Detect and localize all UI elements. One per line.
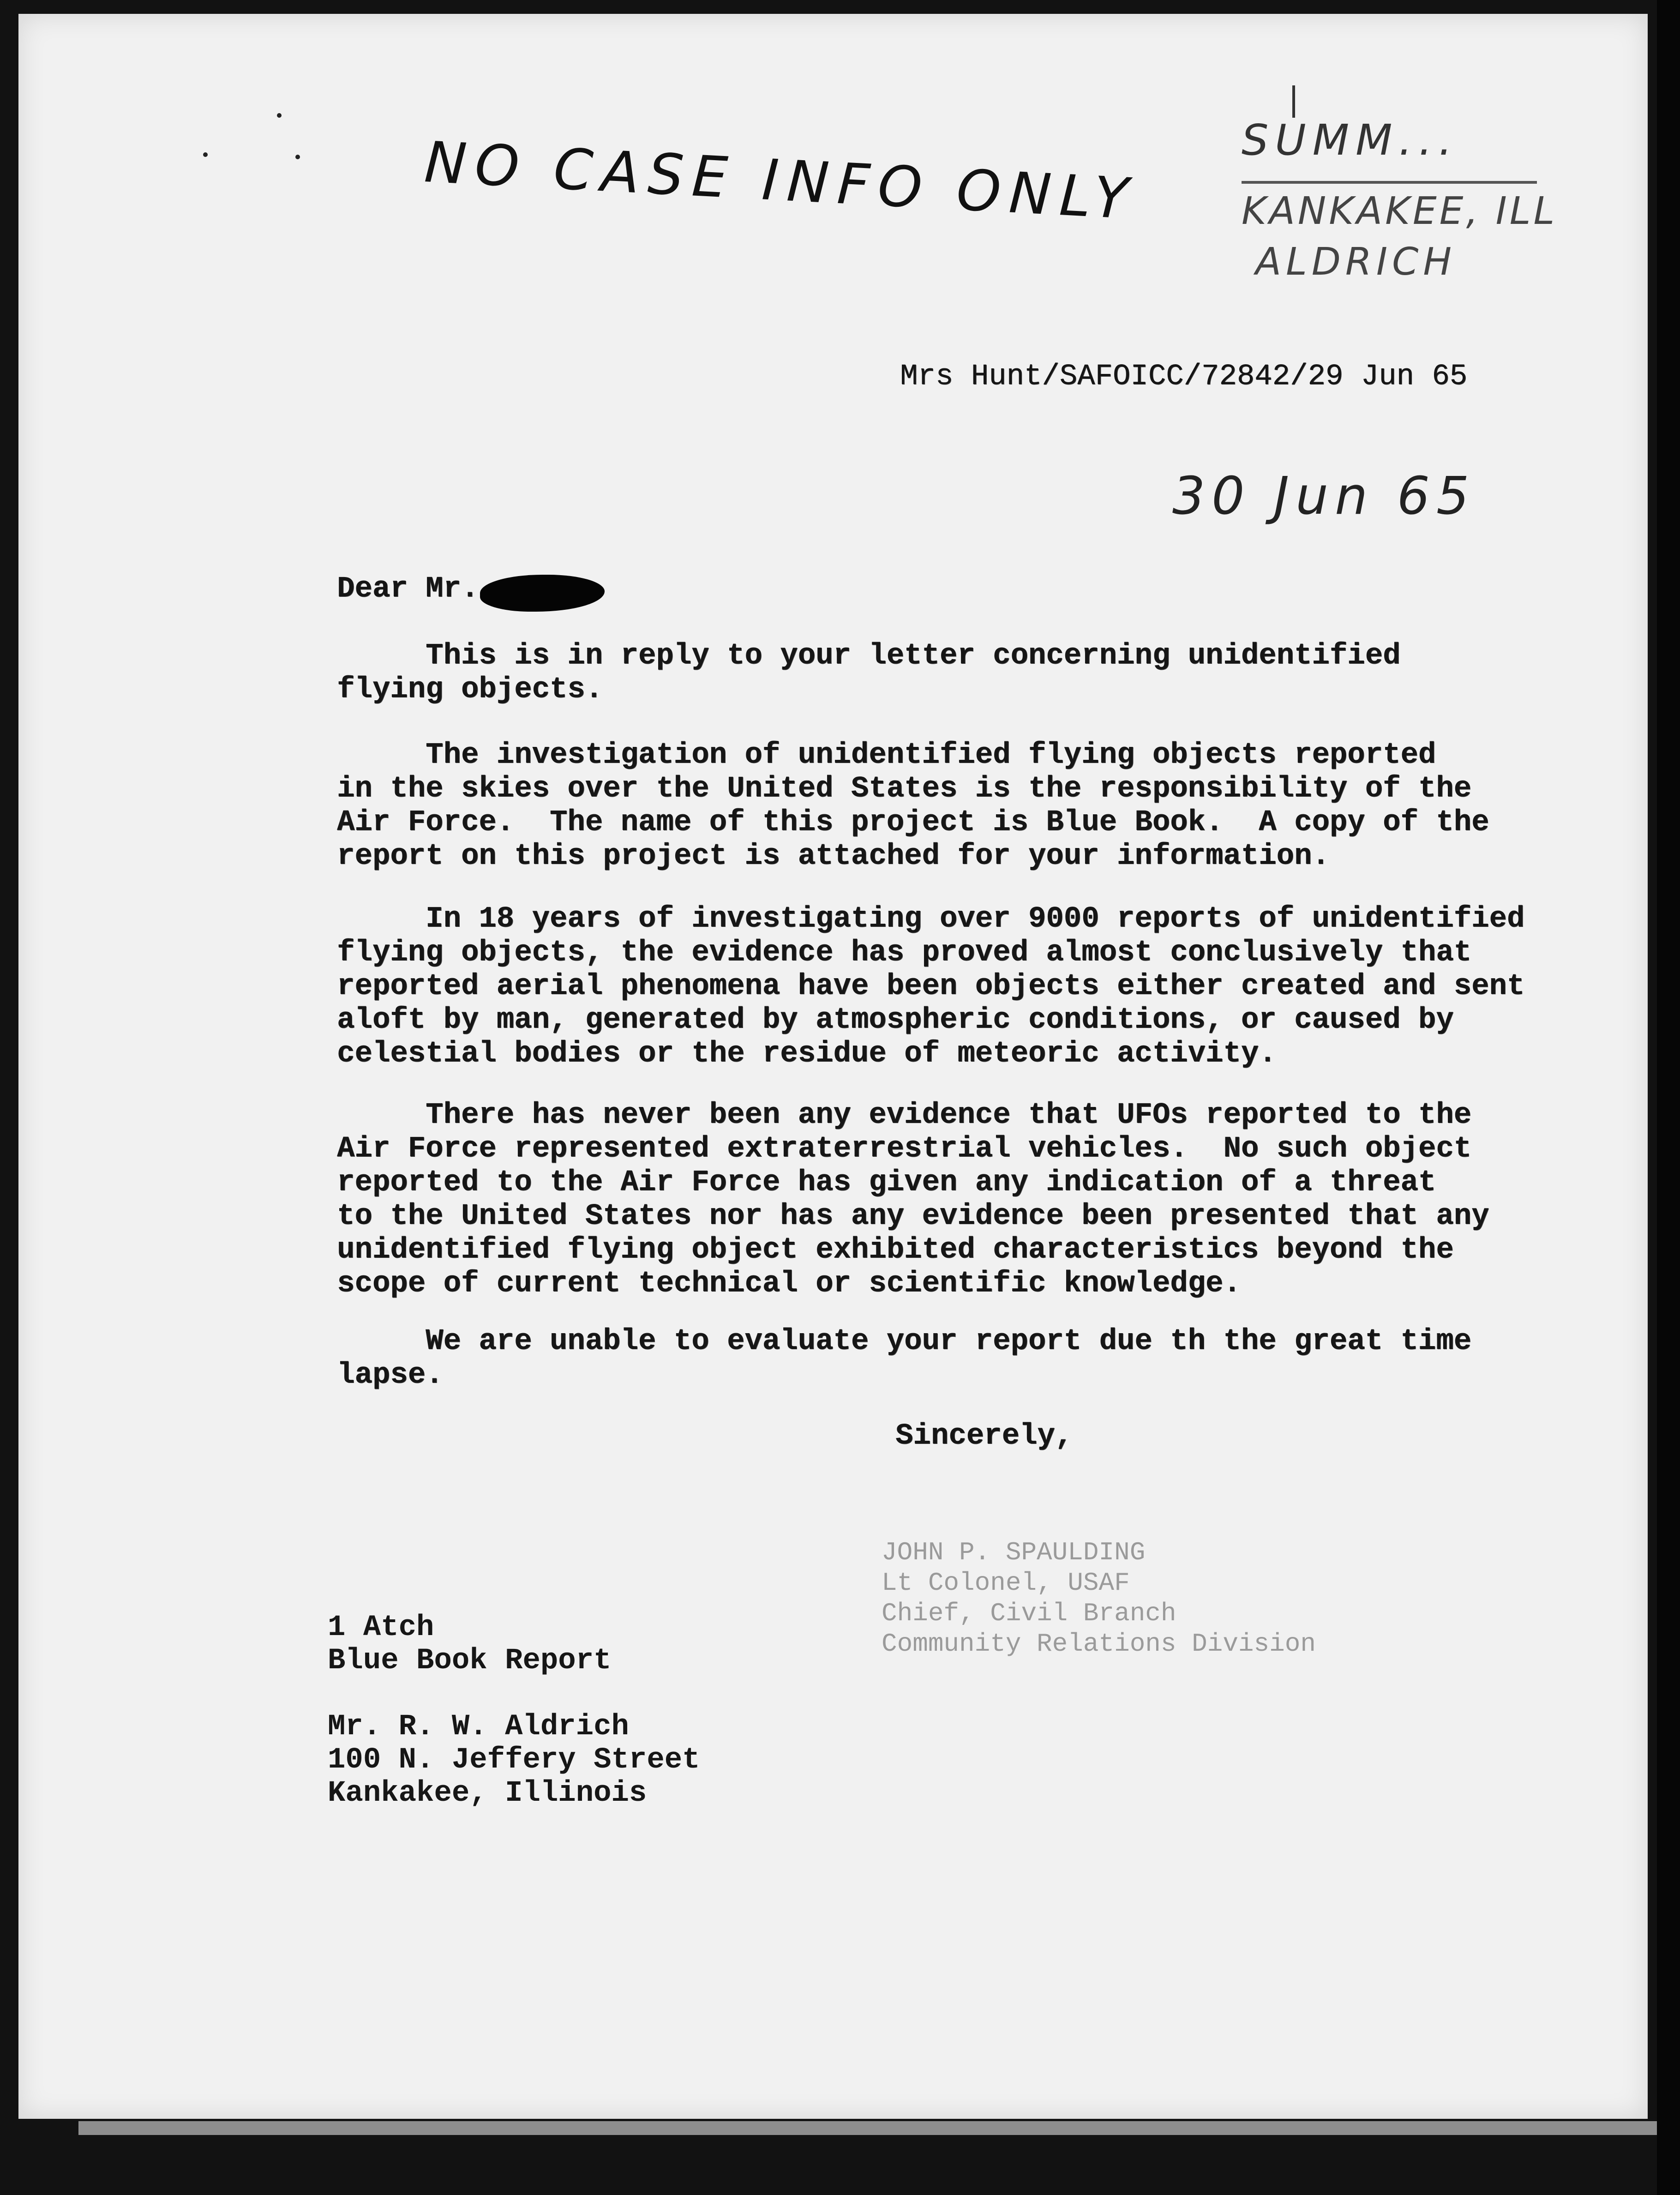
letter-paragraph: There has never been any evidence that UFOs reported to the Air Force represented extraterrestrial vehicles. No such object reported to the Air Force has given any indication of a threat to the United States nor has any evidence been presented that any unidentified flying object exhibited characteristics beyond the scope of current technical or scientific knowledge.: [337, 1099, 1489, 1300]
attachment-item: Blue Book Report: [328, 1644, 612, 1678]
reference-line: Mrs Hunt/SAFOICC/72842/29 Jun 65: [900, 360, 1467, 393]
signature-block: JOHN P. SPAULDING Lt Colonel, USAF Chief, Civil Branch Community Relations Division: [882, 1538, 1316, 1659]
salutation: Dear Mr.: [337, 572, 479, 606]
letter-paragraph: We are unable to evaluate your report due th the great time lapse.: [337, 1325, 1471, 1392]
handwritten-tick: [1292, 85, 1295, 118]
handwritten-note: NO CASE INFO ONLY: [423, 129, 1138, 232]
closing: Sincerely,: [895, 1419, 1073, 1453]
attachment-count: 1 Atch: [328, 1611, 434, 1644]
speck-mark: [277, 113, 282, 118]
scan-bottom-edge: [78, 2121, 1680, 2135]
address-city: Kankakee, Illinois: [328, 1777, 647, 1810]
speck-mark: [295, 155, 300, 159]
handwritten-date: 30 Jun 65: [1172, 466, 1476, 526]
attachment-block: [328, 1611, 612, 1678]
letter-paragraph: This is in reply to your letter concerning unidentified flying objects.: [337, 639, 1401, 706]
handwritten-underline: [1242, 181, 1537, 184]
letter-paragraph: In 18 years of investigating over 9000 reports of unidentified flying objects, the evidence has proved almost conclusively that reported aerial phenomena have been objects either created and sent aloft by man, generated by atmospheric conditions, or caused by celestial bodies or the residue of meteoric activity.: [337, 902, 1525, 1070]
handwritten-summary: SUMM...: [1242, 115, 1459, 165]
address-street: 100 N. Jeffery Street: [328, 1744, 700, 1777]
speck-mark: [203, 152, 208, 157]
scan-right-edge: [1657, 0, 1680, 2195]
handwritten-name: ALDRICH: [1255, 240, 1456, 284]
handwritten-place: KANKAKEE, ILL: [1242, 189, 1558, 233]
recipient-address: [328, 1710, 700, 1810]
letter-paragraph: The investigation of unidentified flying objects reported in the skies over the United States is the responsibility of the Air Force. The name of this project is Blue Book. A copy of the report on this project is attached for your information.: [337, 739, 1489, 873]
address-name: Mr. R. W. Aldrich: [328, 1710, 629, 1744]
